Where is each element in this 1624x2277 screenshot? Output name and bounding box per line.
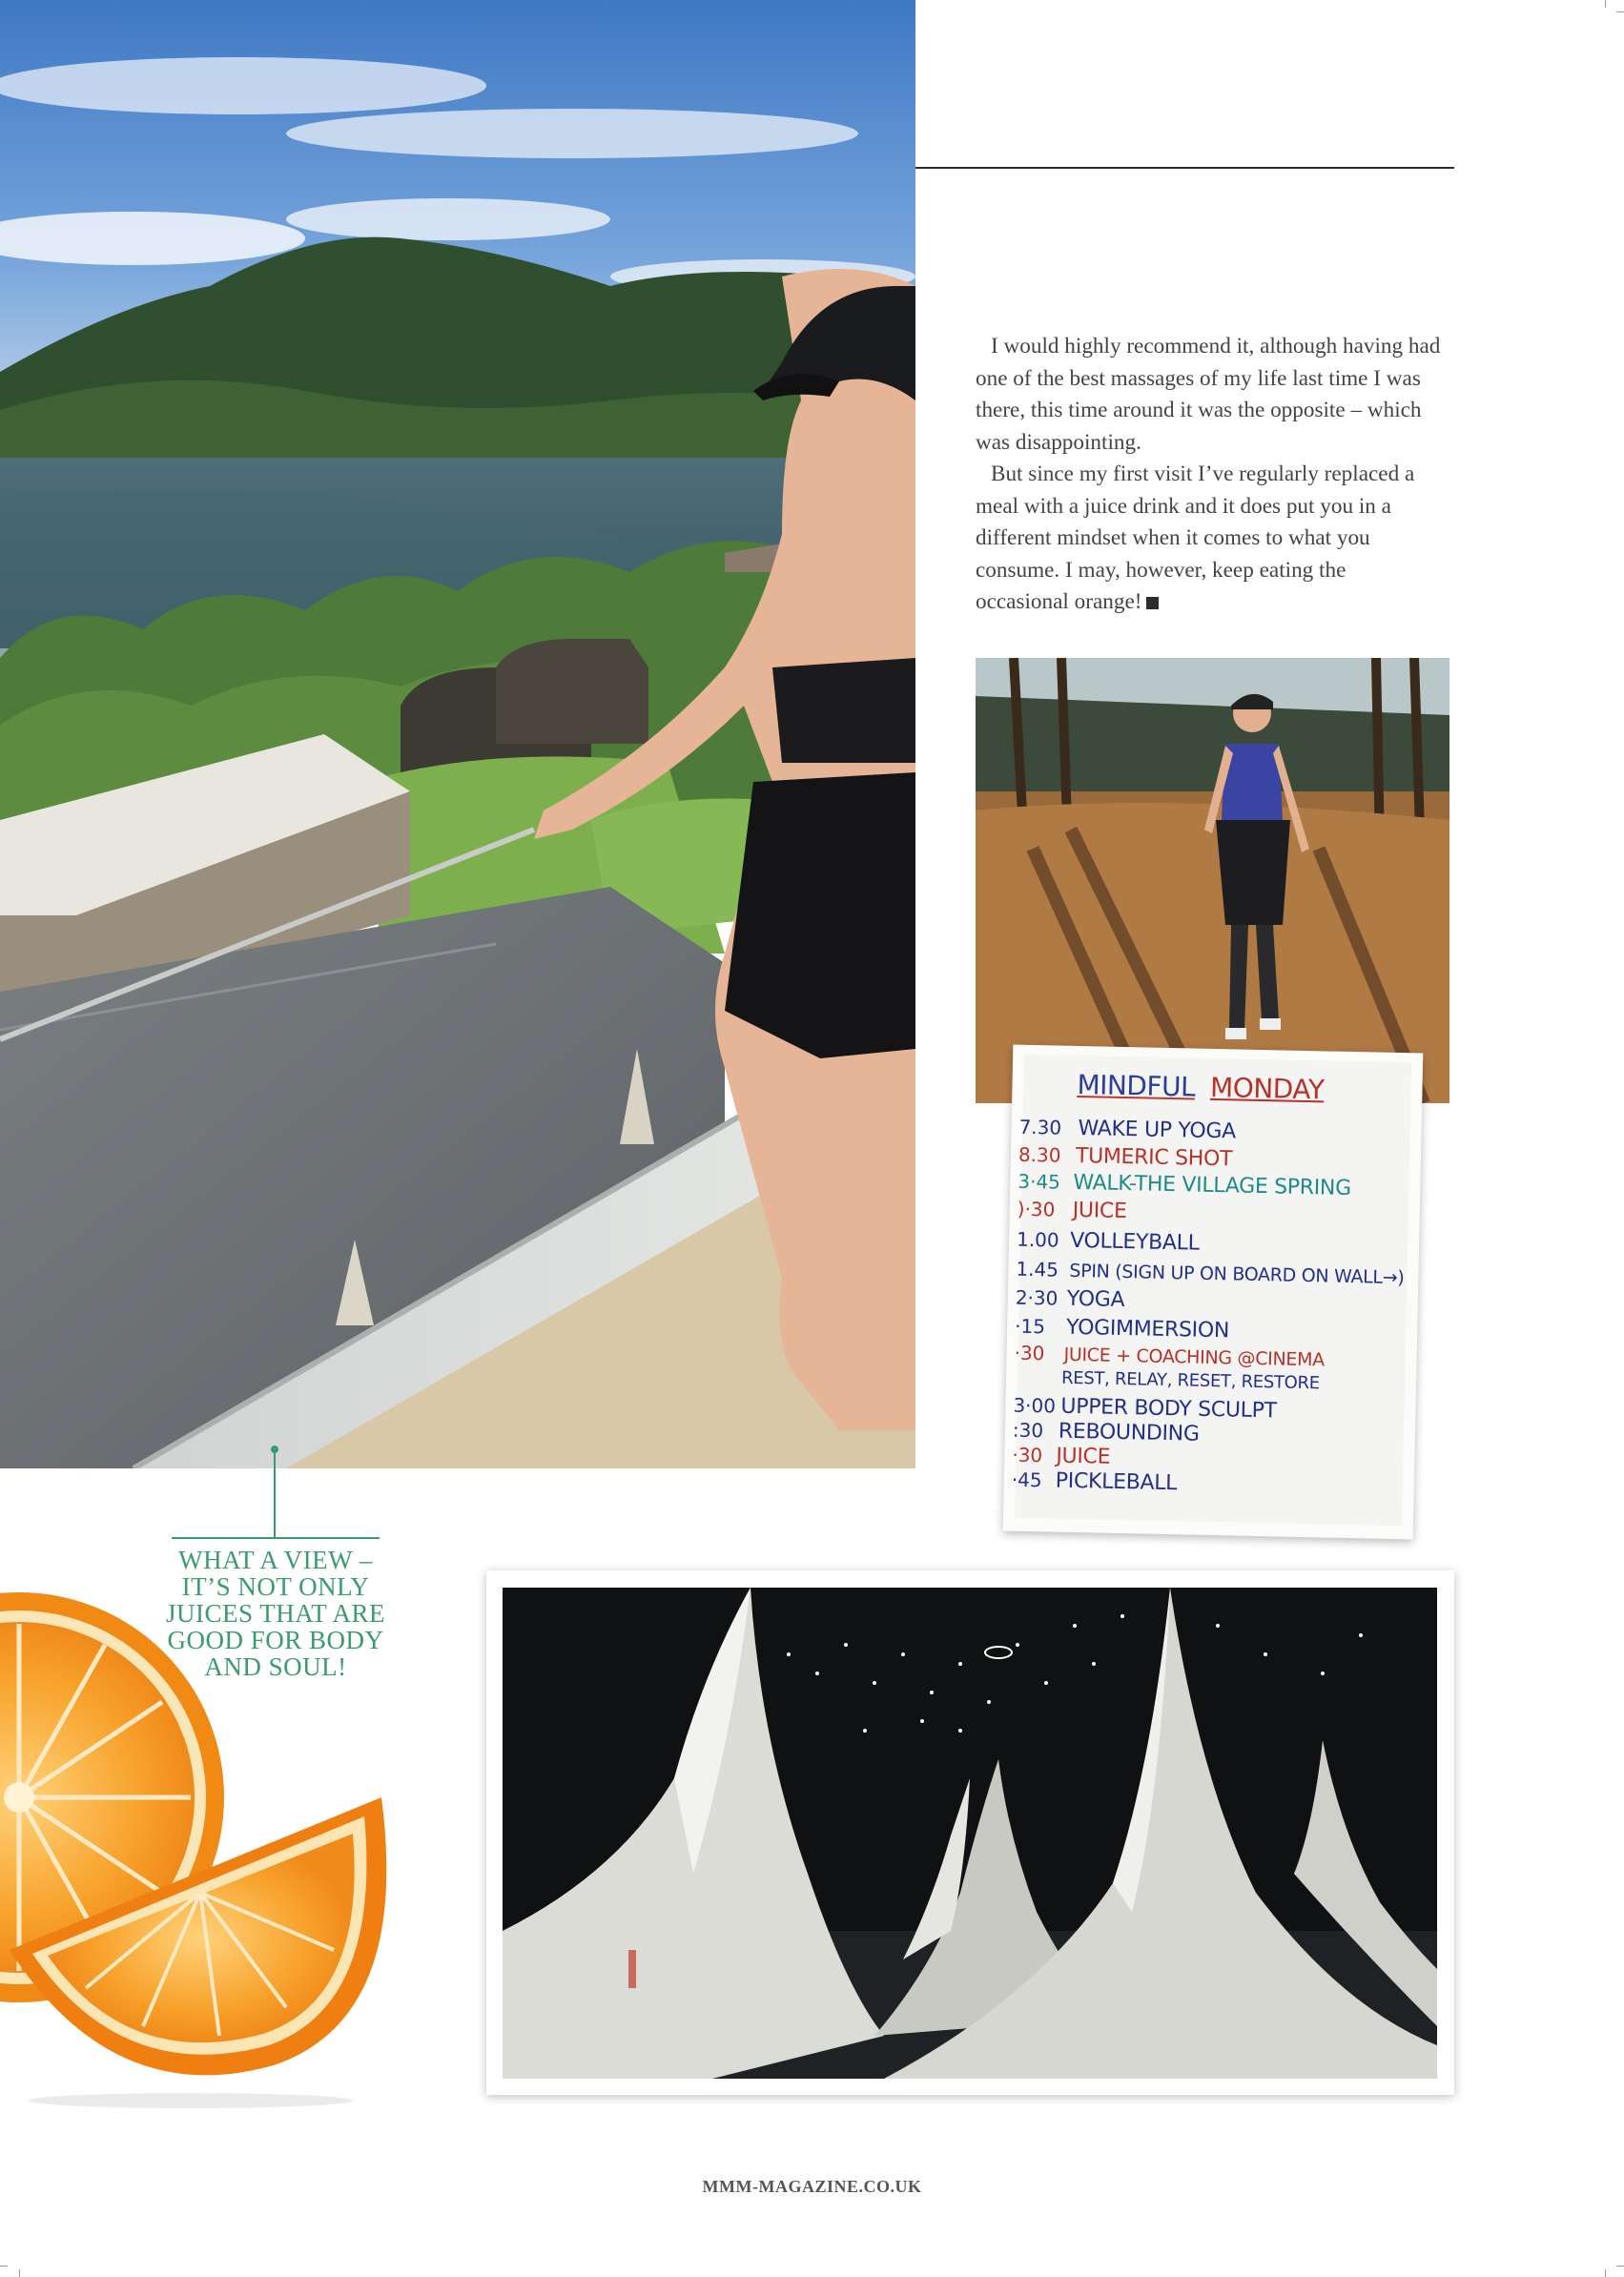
trail-walk-photo	[976, 658, 1449, 1106]
whiteboard-title	[1077, 1069, 1325, 1105]
schedule-time: 1.45	[1016, 1257, 1059, 1282]
schedule-row	[1018, 1170, 1351, 1200]
schedule-activity: REST, RELAY, RESET, RESTORE	[1060, 1367, 1321, 1394]
schedule-time: 3·00	[1013, 1393, 1057, 1418]
schedule-activity: JUICE	[1056, 1444, 1111, 1469]
article-paragraph-1: I would highly recommend it, although having had one of the best massages of my life last time I was there, this time around it was the opposite – which was disappointing.	[976, 334, 1441, 455]
magazine-url-footer: MMM-MAGAZINE.CO.UK	[702, 2177, 922, 2196]
header-rule	[915, 167, 1454, 169]
schedule-activity: VOLLEYBALL	[1069, 1228, 1200, 1256]
schedule-row	[1012, 1444, 1110, 1469]
schedule-activity: UPPER BODY SCULPT	[1060, 1394, 1277, 1424]
schedule-row	[1012, 1468, 1178, 1496]
caption-leader-dot	[271, 1446, 278, 1453]
schedule-time: ·15	[1014, 1314, 1046, 1339]
crop-mark	[1616, 2266, 1624, 2267]
schedule-activity: YOGA	[1066, 1286, 1125, 1313]
crop-mark	[1605, 0, 1606, 8]
schedule-row	[1015, 1315, 1229, 1344]
article-paragraph-2: But since my first visit I’ve regularly replaced a meal with a juice drink and it does put you in a different mindset when it comes to what you consume. I may, however, keep eating the occasional orange!	[976, 462, 1415, 614]
schedule-row	[1017, 1228, 1200, 1256]
schedule-time: ·30	[1012, 1443, 1043, 1467]
whiteboard	[1011, 1055, 1411, 1526]
schedule-activity: JUICE	[1072, 1198, 1127, 1224]
hero-photo-lake-view	[0, 0, 915, 1468]
schedule-row	[1014, 1342, 1325, 1371]
schedule-time: 8.30	[1018, 1142, 1061, 1167]
schedule-row	[1018, 1143, 1233, 1172]
photo-caption: WHAT A VIEW – IT’S NOT ONLY JUICES THAT ARE GOOD FOR BODY AND SOUL!	[165, 1546, 386, 1681]
schedule-time	[1014, 1383, 1067, 1384]
schedule-row	[1016, 1286, 1125, 1312]
schedule-time: 1.00	[1016, 1227, 1059, 1252]
schedule-time: )·30	[1017, 1197, 1056, 1221]
meditation-tents-photo	[503, 1588, 1437, 2079]
schedule-activity: REBOUNDING	[1058, 1419, 1200, 1446]
schedule-time: ·45	[1011, 1467, 1042, 1492]
schedule-time: 3·45	[1018, 1169, 1061, 1194]
schedule-row	[1013, 1419, 1200, 1446]
schedule-row	[1018, 1198, 1127, 1223]
schedule-activity: PICKLEBALL	[1055, 1468, 1178, 1496]
schedule-time: :30	[1012, 1418, 1044, 1443]
crop-mark	[0, 2266, 8, 2267]
schedule-activity: WAKE UP YOGA	[1078, 1117, 1237, 1144]
article-body	[976, 331, 1443, 619]
schedule-time: 2·30	[1015, 1285, 1059, 1310]
schedule-row	[1016, 1258, 1405, 1289]
caption-rule	[172, 1537, 380, 1539]
schedule-row	[1014, 1367, 1320, 1394]
whiteboard-title-monday: MONDAY	[1209, 1071, 1325, 1106]
schedule-activity: TUMERIC SHOT	[1075, 1143, 1233, 1172]
whiteboard-title-mindful: MINDFUL	[1077, 1068, 1196, 1103]
schedule-activity: WALK-THE VILLAGE SPRING	[1073, 1170, 1352, 1201]
schedule-activity: JUICE + COACHING @CINEMA	[1063, 1344, 1326, 1371]
schedule-row	[1018, 1116, 1236, 1144]
schedule-activity: SPIN (SIGN UP ON BOARD ON WALL→)	[1069, 1260, 1405, 1289]
schedule-time: 7.30	[1018, 1115, 1062, 1139]
caption-leader-line	[274, 1449, 276, 1537]
crop-mark	[1605, 2269, 1606, 2277]
crop-mark	[1616, 11, 1624, 12]
crop-mark	[19, 2269, 20, 2277]
schedule-activity: YOGIMMERSION	[1065, 1315, 1230, 1344]
orange-slices-image	[0, 1578, 420, 2112]
whiteboard-schedule-photo	[1003, 1045, 1424, 1540]
schedule-time: ·30	[1014, 1341, 1045, 1365]
end-mark-icon	[1146, 597, 1159, 609]
